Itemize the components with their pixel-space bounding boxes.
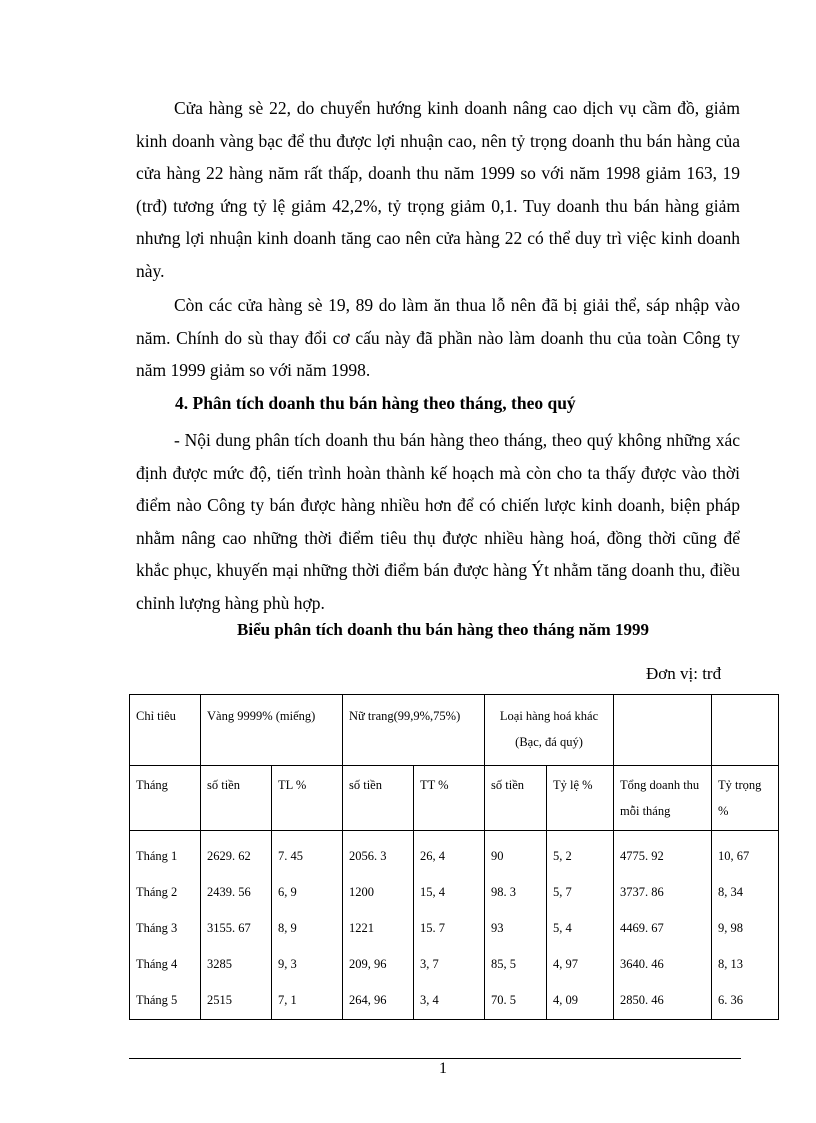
cell-ty-trong: 8, 34 [712, 869, 779, 905]
header-tong-doanh-thu: Tổng doanh thu mỗi tháng [614, 766, 712, 831]
cell-khac-tien: 70. 5 [485, 977, 547, 1020]
cell-khac-ty-le: 5, 4 [547, 905, 614, 941]
footer-divider [129, 1058, 741, 1059]
cell-khac-ty-le: 4, 97 [547, 941, 614, 977]
header-thang: Tháng [130, 766, 201, 831]
cell-ty-trong: 9, 98 [712, 905, 779, 941]
cell-khac-tien: 85, 5 [485, 941, 547, 977]
unit-label: Đơn vị: trđ [646, 664, 722, 683]
cell-vang-tien: 2629. 62 [201, 831, 272, 870]
cell-vang-tl: 7. 45 [272, 831, 343, 870]
header-chi-tieu: Chỉ tiêu [130, 695, 201, 766]
table-title: Biểu phân tích doanh thu bán hàng theo tháng năm 1999 [237, 620, 649, 639]
paragraph-analysis-content: - Nội dung phân tích doanh thu bán hàng theo tháng, theo quý không những xác định được mức độ, tiến trình hoàn thành kế hoạch mà còn cho ta thấy được vào thời điểm nào Công ty bán được hàng nhiều hơn để có chiến lược kinh doanh, biện pháp nhằm nâng cao những thời điểm tiêu thụ được nhiều hàng hoá, đồng thời cũng để khắc phục, khuyến mại những thời điểm bán được hàng Ýt nhằm tăng doanh thu, điều chỉnh lượng hàng phù hợp. [136, 430, 740, 613]
table-row [130, 977, 779, 1020]
header-empty-2 [712, 695, 779, 766]
header-tt: TT % [414, 766, 485, 831]
cell-vang-tl: 7, 1 [272, 977, 343, 1020]
cell-tong: 2850. 46 [614, 977, 712, 1020]
cell-vang-tl: 9, 3 [272, 941, 343, 977]
cell-khac-ty-le: 5, 2 [547, 831, 614, 870]
cell-vang-tien: 2515 [201, 977, 272, 1020]
cell-thang: Tháng 3 [130, 905, 201, 941]
cell-khac-tien: 98. 3 [485, 869, 547, 905]
revenue-table [129, 694, 779, 1020]
cell-thang: Tháng 4 [130, 941, 201, 977]
cell-vang-tien: 2439. 56 [201, 869, 272, 905]
header-nu-trang: Nữ trang(99,9%,75%) [343, 695, 485, 766]
header-vang: Vàng 9999% (miếng) [201, 695, 343, 766]
cell-nu-trang-tien: 264, 96 [343, 977, 414, 1020]
cell-nu-trang-tt: 26, 4 [414, 831, 485, 870]
cell-thang: Tháng 5 [130, 977, 201, 1020]
paragraph-stores-19-89: Còn các cửa hàng sè 19, 89 do làm ăn thua lỗ nên đã bị giải thể, sáp nhập vào năm. Chính do sù thay đổi cơ cấu này đã phần nào làm doanh thu của toàn Công ty năm 1999 giảm so với năm 1998. [136, 295, 740, 380]
table-row [130, 869, 779, 905]
header-ty-trong: Tỷ trọng % [712, 766, 779, 831]
cell-nu-trang-tt: 3, 7 [414, 941, 485, 977]
cell-vang-tl: 6, 9 [272, 869, 343, 905]
cell-ty-trong: 10, 67 [712, 831, 779, 870]
table-header-row-1 [130, 695, 779, 766]
cell-nu-trang-tt: 3, 4 [414, 977, 485, 1020]
header-so-tien-vang: số tiền [201, 766, 272, 831]
paragraph-store-22: Cửa hàng sè 22, do chuyển hướng kinh doanh nâng cao dịch vụ cầm đồ, giảm kinh doanh vàng bạc để thu được lợi nhuận cao, nên tỷ trọng doanh thu bán hàng của cửa hàng 22 hàng năm rất thấp, doanh thu năm 1999 so với năm 1998 giảm 163, 19 (trđ) tương ứng tỷ lệ giảm 42,2%, tỷ trọng giảm 0,1. Tuy doanh thu bán hàng giảm nhưng lợi nhuận kinh doanh tăng cao nên cửa hàng 22 có thể duy trì việc kinh doanh này. [136, 98, 740, 281]
cell-nu-trang-tt: 15. 7 [414, 905, 485, 941]
cell-tong: 3737. 86 [614, 869, 712, 905]
cell-thang: Tháng 1 [130, 831, 201, 870]
header-ty-le: Tỷ lệ % [547, 766, 614, 831]
cell-nu-trang-tt: 15, 4 [414, 869, 485, 905]
header-tl: TL % [272, 766, 343, 831]
cell-khac-ty-le: 5, 7 [547, 869, 614, 905]
header-loai-hang: Loại hàng hoá khác (Bạc, đá quý) [485, 695, 614, 766]
table-header-row-2 [130, 766, 779, 831]
section-heading: 4. Phân tích doanh thu bán hàng theo tháng, theo quý [175, 393, 576, 413]
cell-khac-tien: 90 [485, 831, 547, 870]
page-number: 1 [439, 1060, 447, 1077]
cell-ty-trong: 8, 13 [712, 941, 779, 977]
header-so-tien-nu-trang: số tiền [343, 766, 414, 831]
header-empty-1 [614, 695, 712, 766]
cell-vang-tien: 3285 [201, 941, 272, 977]
table-row [130, 831, 779, 870]
cell-nu-trang-tien: 2056. 3 [343, 831, 414, 870]
cell-vang-tien: 3155. 67 [201, 905, 272, 941]
cell-tong: 4775. 92 [614, 831, 712, 870]
cell-vang-tl: 8, 9 [272, 905, 343, 941]
cell-nu-trang-tien: 1200 [343, 869, 414, 905]
cell-khac-tien: 93 [485, 905, 547, 941]
cell-khac-ty-le: 4, 09 [547, 977, 614, 1020]
cell-tong: 3640. 46 [614, 941, 712, 977]
table-row [130, 941, 779, 977]
cell-nu-trang-tien: 1221 [343, 905, 414, 941]
header-so-tien-khac: số tiền [485, 766, 547, 831]
cell-ty-trong: 6. 36 [712, 977, 779, 1020]
table-row [130, 905, 779, 941]
cell-nu-trang-tien: 209, 96 [343, 941, 414, 977]
cell-thang: Tháng 2 [130, 869, 201, 905]
cell-tong: 4469. 67 [614, 905, 712, 941]
